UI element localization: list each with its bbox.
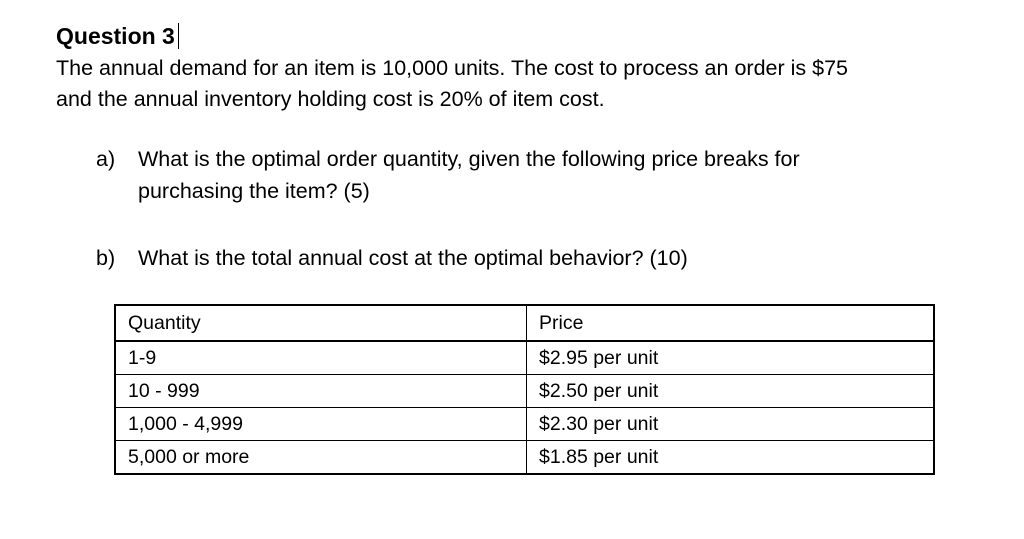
table-row (115, 441, 934, 475)
part-b-marker: b) (96, 246, 116, 270)
quantity-cell: 5,000 or more (115, 441, 527, 475)
text-cursor (178, 23, 179, 49)
table-row (115, 408, 934, 441)
part-b-text (138, 242, 958, 274)
question-title (56, 22, 179, 50)
part-a-text (138, 143, 958, 207)
part-b-line: What is the total annual cost at the optimal behavior? (10) (138, 246, 688, 270)
price-cell: $1.85 per unit (527, 441, 935, 475)
table-header-row (115, 305, 934, 341)
quantity-cell: 10 - 999 (115, 375, 527, 408)
quantity-header: Quantity (115, 305, 527, 341)
table-row (115, 341, 934, 375)
price-header: Price (527, 305, 935, 341)
quantity-cell: 1-9 (115, 341, 527, 375)
price-break-table (114, 304, 935, 475)
question-intro (56, 53, 986, 115)
price-cell: $2.30 per unit (527, 408, 935, 441)
part-a (96, 143, 976, 209)
part-a-line: What is the optimal order quantity, given the following price breaks for (138, 147, 800, 171)
question-title-text: Question 3 (56, 23, 175, 49)
part-a-line: purchasing the item? (5) (138, 179, 370, 203)
intro-line: The annual demand for an item is 10,000 units. The cost to process an order is $75 (56, 56, 848, 80)
part-a-marker: a) (96, 147, 116, 171)
table-row (115, 375, 934, 408)
intro-line: and the annual inventory holding cost is 20% of item cost. (56, 87, 605, 111)
price-cell: $2.50 per unit (527, 375, 935, 408)
part-b (96, 242, 976, 276)
price-cell: $2.95 per unit (527, 341, 935, 375)
quantity-cell: 1,000 - 4,999 (115, 408, 527, 441)
